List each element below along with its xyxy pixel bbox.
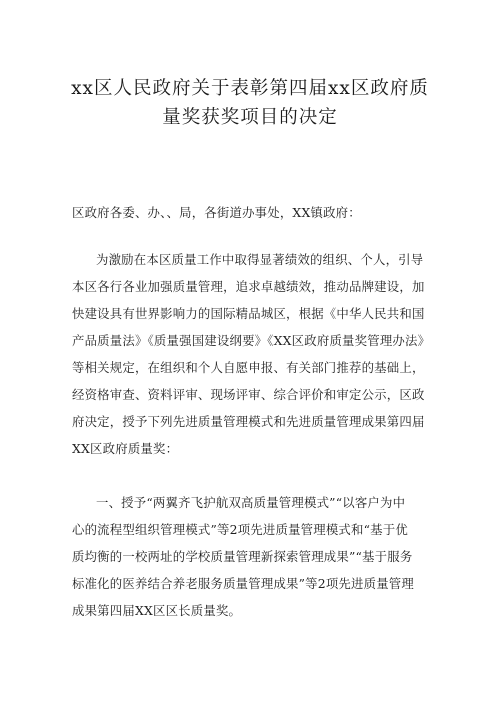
paragraph-1-line: 本区各行各业加强质量管理，追求卓越绩效，推动品牌建设，加 — [72, 279, 425, 294]
paragraph-1-line: 经资格审查、资料评审、现场评审、综合评价和审定公示，区政 — [72, 387, 425, 402]
document-title-line-2: 量奖获奖项目的决定 — [162, 107, 338, 128]
paragraph-2-line: 质均衡的一校两址的学校质量管理新探索管理成果”“基于服务 — [72, 549, 413, 564]
paragraph-2-line: 一、授予“两翼齐飞护航双高质量管理模式”“以客户为中 — [96, 495, 406, 510]
paragraph-1-line: 产品质量法》《质量强国建设纲要》《XX区政府质量奖管理办法》 — [72, 333, 431, 348]
paragraph-1-line: 府决定，授予下列先进质量管理模式和先进质量管理成果第四届 — [72, 414, 425, 429]
paragraph-1-line: 等相关规定，在组织和个人自愿申报、有关部门推荐的基础上， — [72, 360, 425, 375]
paragraph-1-line: XX区政府质量奖： — [72, 441, 179, 456]
paragraph-2-line: 成果第四届XX区区长质量奖。 — [72, 603, 242, 618]
document-title-line-1: xx区人民政府关于表彰第四届xx区政府质 — [71, 78, 429, 99]
paragraph-1-line: 快建设具有世界影响力的国际精品城区，根据《中华人民共和国 — [72, 306, 425, 321]
paragraph-1-line: 为激励在本区质量工作中取得显著绩效的组织、个人，引导 — [96, 252, 424, 267]
paragraph-2-line: 心的流程型组织管理模式”等2项先进质量管理模式和“基于优 — [72, 522, 408, 537]
salutation: 区政府各委、办、、局，各街道办事处，XX镇政府： — [72, 205, 361, 220]
paragraph-2-line: 标准化的医养结合养老服务质量管理成果”等2项先进质量管理 — [72, 576, 414, 591]
